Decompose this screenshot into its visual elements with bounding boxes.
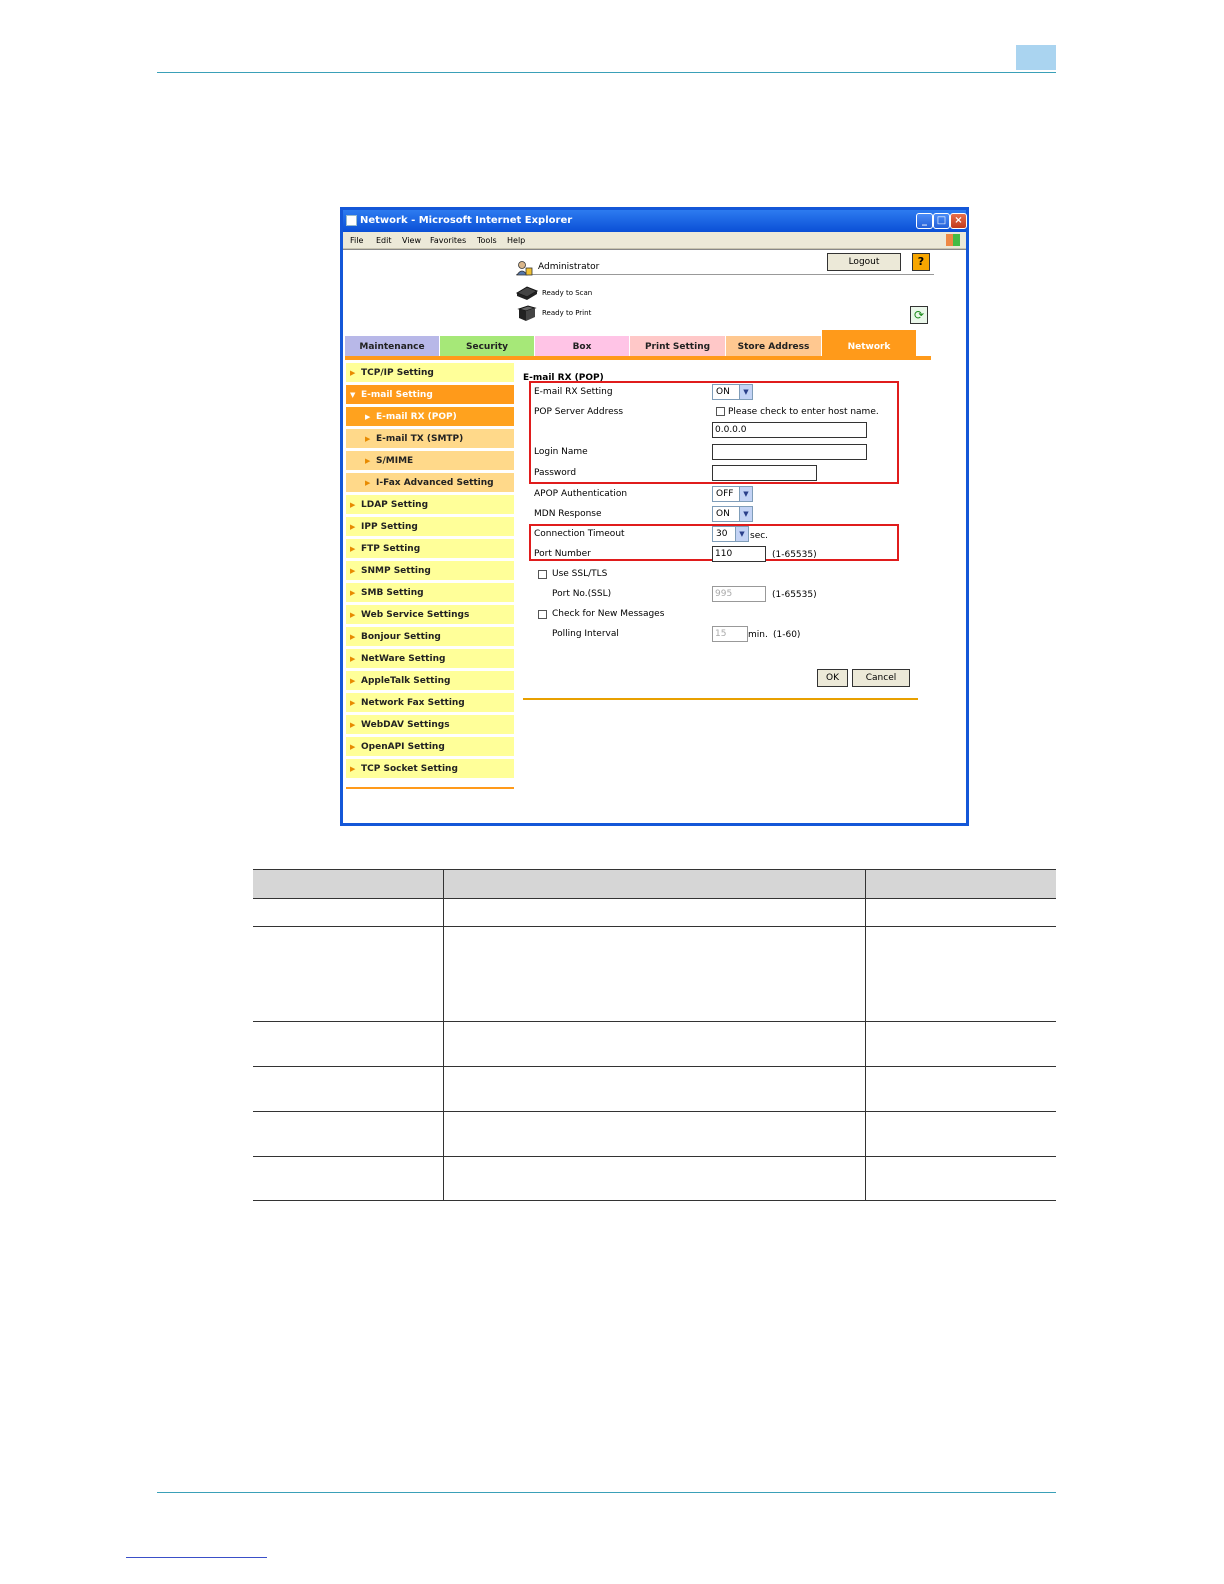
ssl-port-input[interactable]: 995 <box>712 586 766 602</box>
table-cell <box>865 1157 1056 1201</box>
arrow-right-icon: ▶ <box>365 413 371 421</box>
port-number-input[interactable]: 110 <box>712 546 766 562</box>
arrow-right-icon: ▶ <box>350 523 356 531</box>
ssl-port-range: (1-65535) <box>772 590 817 600</box>
minimize-button[interactable]: _ <box>916 213 933 229</box>
ssl-port-label: Port No.(SSL) <box>552 589 612 599</box>
table-header-cell <box>865 870 1056 899</box>
port-number-label: Port Number <box>534 549 591 559</box>
table-cell <box>253 1067 443 1112</box>
menu-file[interactable]: File <box>350 236 364 245</box>
mdn-response-value: ON <box>716 509 730 519</box>
arrow-right-icon: ▶ <box>350 589 356 597</box>
sidebar-item-ifax[interactable]: ▶ I-Fax Advanced Setting <box>346 473 514 493</box>
password-label: Password <box>534 468 577 478</box>
tab-print-setting[interactable]: Print Setting <box>630 336 725 358</box>
pop-server-label: POP Server Address <box>534 407 624 417</box>
table-row <box>253 1067 1056 1112</box>
sidebar-item-email-tx[interactable]: ▶ E-mail TX (SMTP) <box>346 429 514 449</box>
tab-underline <box>345 356 931 360</box>
ie-app-icon <box>346 215 357 226</box>
arrow-down-icon: ▼ <box>350 391 356 399</box>
sidebar-item-tcpip[interactable]: ▶ TCP/IP Setting <box>346 363 514 383</box>
table-cell <box>443 899 865 927</box>
table-cell <box>865 1112 1056 1157</box>
scan-status-text: Ready to Scan <box>542 289 593 297</box>
administrator-icon <box>516 261 533 276</box>
footer-underline <box>126 1557 267 1558</box>
tab-store-address[interactable]: Store Address <box>726 336 821 358</box>
arrow-right-icon: ▶ <box>350 501 356 509</box>
refresh-icon[interactable]: ⟳ <box>910 306 928 324</box>
chevron-down-icon: ▼ <box>735 527 748 541</box>
table-cell <box>443 1157 865 1201</box>
menu-tools[interactable]: Tools <box>477 236 497 245</box>
arrow-right-icon: ▶ <box>350 633 356 641</box>
sidebar-item-appletalk[interactable]: ▶ AppleTalk Setting <box>346 671 514 691</box>
port-number-range: (1-65535) <box>772 550 817 560</box>
table-row <box>253 899 1056 927</box>
table-cell <box>443 1067 865 1112</box>
title-bar <box>343 210 966 232</box>
arrow-right-icon: ▶ <box>350 567 356 575</box>
page-content <box>343 249 966 823</box>
polling-unit: min. <box>748 630 768 640</box>
administrator-label: Administrator <box>538 262 600 272</box>
table-header-cell <box>443 870 865 899</box>
arrow-right-icon: ▶ <box>350 369 356 377</box>
chevron-down-icon: ▼ <box>739 385 752 399</box>
password-input[interactable] <box>712 465 817 481</box>
sidebar-item-tcp-socket[interactable]: ▶ TCP Socket Setting <box>346 759 514 779</box>
connection-timeout-label: Connection Timeout <box>534 529 625 539</box>
arrow-right-icon: ▶ <box>350 545 356 553</box>
sidebar-item-bonjour[interactable]: ▶ Bonjour Setting <box>346 627 514 647</box>
polling-range: (1-60) <box>773 630 801 640</box>
sidebar-item-network-fax[interactable]: ▶ Network Fax Setting <box>346 693 514 713</box>
polling-interval-label: Polling Interval <box>552 629 619 639</box>
table-cell <box>865 927 1056 1022</box>
email-rx-setting-value: ON <box>716 387 730 397</box>
logout-button[interactable]: Logout <box>827 253 901 271</box>
sidebar-item-smime[interactable]: ▶ S/MIME <box>346 451 514 471</box>
arrow-right-icon: ▶ <box>350 721 356 729</box>
email-rx-setting-select[interactable] <box>712 384 753 400</box>
table-cell <box>865 1067 1056 1112</box>
menu-view[interactable]: View <box>402 236 421 245</box>
sidebar-item-ftp[interactable]: ▶ FTP Setting <box>346 539 514 559</box>
table-cell <box>443 927 865 1022</box>
chevron-down-icon: ▼ <box>739 487 752 501</box>
tab-box[interactable]: Box <box>535 336 629 358</box>
arrow-right-icon: ▶ <box>350 677 356 685</box>
table-header-row <box>253 870 1056 899</box>
sidebar-item-ipp[interactable]: ▶ IPP Setting <box>346 517 514 537</box>
close-button[interactable]: × <box>950 213 967 229</box>
menu-help[interactable]: Help <box>507 236 526 245</box>
chapter-tab <box>1016 45 1056 70</box>
table-row <box>253 1112 1056 1157</box>
scanner-icon <box>516 285 538 301</box>
arrow-right-icon: ▶ <box>365 435 371 443</box>
table-row <box>253 1022 1056 1067</box>
help-button[interactable]: ? <box>912 253 930 271</box>
arrow-right-icon: ▶ <box>365 479 371 487</box>
sidebar-item-netware[interactable]: ▶ NetWare Setting <box>346 649 514 669</box>
maximize-button[interactable]: □ <box>933 213 950 229</box>
table-header-cell <box>253 870 443 899</box>
printer-icon <box>516 305 538 321</box>
polling-interval-input[interactable]: 15 <box>712 626 748 642</box>
sidebar-item-webdav[interactable]: ▶ WebDAV Settings <box>346 715 514 735</box>
arrow-right-icon: ▶ <box>365 457 371 465</box>
arrow-right-icon: ▶ <box>350 743 356 751</box>
form-divider <box>523 698 918 700</box>
ok-button[interactable]: OK <box>817 669 848 687</box>
sidebar-item-snmp[interactable]: ▶ SNMP Setting <box>346 561 514 581</box>
host-name-checkbox-label: Please check to enter host name. <box>728 407 879 417</box>
arrow-right-icon: ▶ <box>350 765 356 773</box>
window-title: Network - Microsoft Internet Explorer <box>360 215 573 226</box>
page-title: E-mail RX (POP) <box>523 373 604 383</box>
apop-select[interactable] <box>712 486 753 502</box>
table-cell <box>443 1112 865 1157</box>
arrow-right-icon: ▶ <box>350 699 356 707</box>
tab-security[interactable]: Security <box>440 336 534 358</box>
table-cell <box>253 899 443 927</box>
sidebar-item-email[interactable]: ▼ E-mail Setting <box>346 385 514 405</box>
table-cell <box>253 1157 443 1201</box>
ssl-tls-label: Use SSL/TLS <box>552 569 608 579</box>
chevron-down-icon: ▼ <box>739 507 752 521</box>
sidebar-item-smb[interactable]: ▶ SMB Setting <box>346 583 514 603</box>
sidebar-item-openapi[interactable]: ▶ OpenAPI Setting <box>346 737 514 757</box>
connection-timeout-select[interactable] <box>712 526 749 542</box>
login-name-label: Login Name <box>534 447 588 457</box>
sidebar-item-email-rx[interactable]: ▶ E-mail RX (POP) <box>346 407 514 427</box>
apop-value: OFF <box>716 489 734 499</box>
table-row <box>253 1157 1056 1201</box>
settings-table <box>253 869 1056 1201</box>
timeout-unit: sec. <box>750 531 769 541</box>
windows-logo-icon <box>946 234 960 246</box>
browser-window <box>340 207 969 826</box>
cancel-button[interactable]: Cancel <box>852 669 910 687</box>
footer-rule <box>157 1492 1056 1493</box>
pop-server-input[interactable]: 0.0.0.0 <box>712 422 867 438</box>
connection-timeout-value: 30 <box>716 529 728 539</box>
host-name-checkbox[interactable] <box>716 407 725 416</box>
ssl-tls-checkbox[interactable] <box>538 570 547 579</box>
table-cell <box>443 1022 865 1067</box>
header-rule <box>157 72 1056 73</box>
mdn-response-select[interactable] <box>712 506 753 522</box>
table-cell <box>865 1022 1056 1067</box>
table-cell <box>253 927 443 1022</box>
arrow-right-icon: ▶ <box>350 611 356 619</box>
login-name-input[interactable] <box>712 444 867 460</box>
check-new-messages-checkbox[interactable] <box>538 610 547 619</box>
menu-bar <box>343 232 966 249</box>
mdn-response-label: MDN Response <box>534 509 602 519</box>
tab-maintenance[interactable]: Maintenance <box>345 336 439 358</box>
table-cell <box>253 1022 443 1067</box>
sidebar-divider <box>346 787 514 789</box>
apop-label: APOP Authentication <box>534 489 628 499</box>
print-status-text: Ready to Print <box>542 309 592 317</box>
menu-favorites[interactable]: Favorites <box>430 236 467 245</box>
sidebar-item-web-service[interactable]: ▶ Web Service Settings <box>346 605 514 625</box>
table-cell <box>865 899 1056 927</box>
check-new-messages-label: Check for New Messages <box>552 609 665 619</box>
tab-network[interactable]: Network <box>822 330 916 358</box>
menu-edit[interactable]: Edit <box>376 236 392 245</box>
table-row <box>253 927 1056 1022</box>
table-cell <box>253 1112 443 1157</box>
email-rx-setting-label: E-mail RX Setting <box>534 387 613 397</box>
sidebar-item-ldap[interactable]: ▶ LDAP Setting <box>346 495 514 515</box>
arrow-right-icon: ▶ <box>350 655 356 663</box>
